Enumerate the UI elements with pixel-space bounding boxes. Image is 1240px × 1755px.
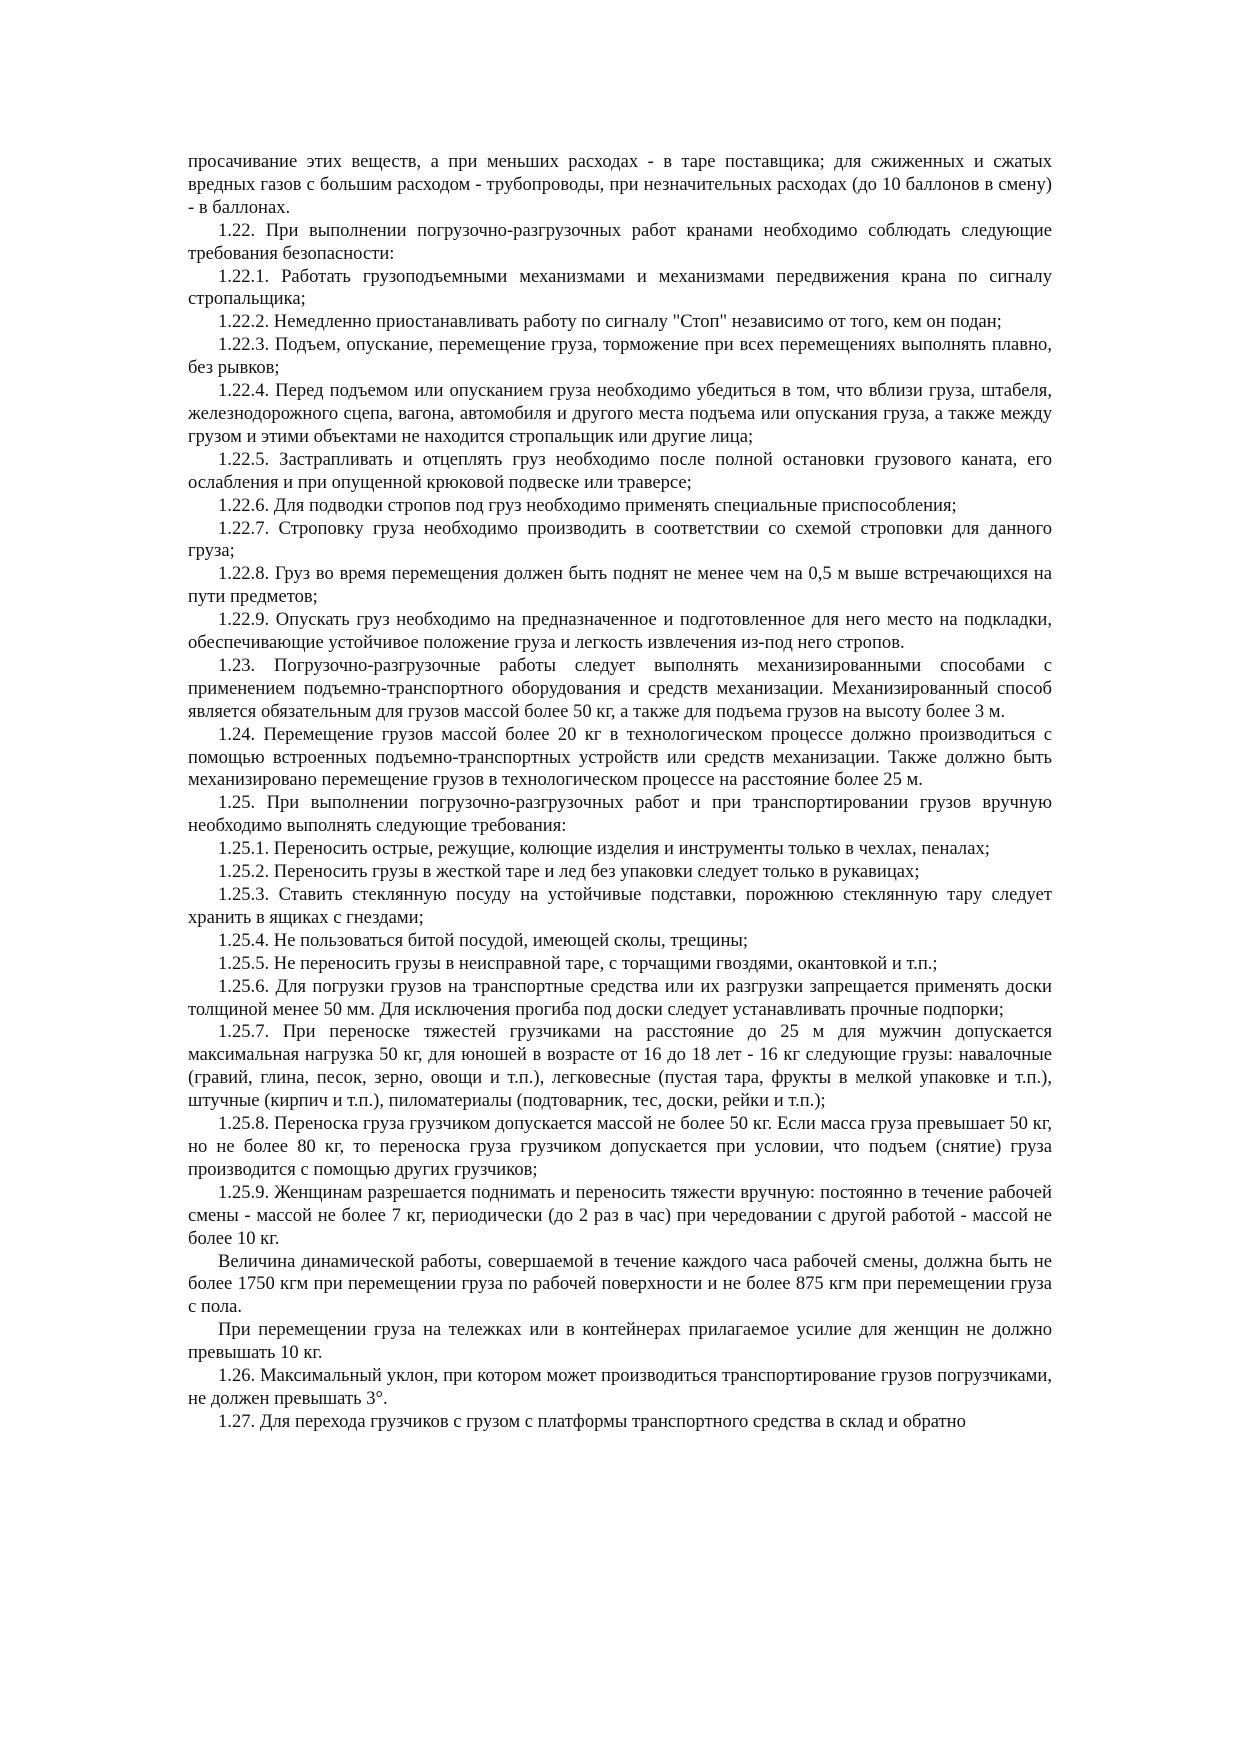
paragraph: 1.25.2. Переносить грузы в жесткой таре и лед без упаковки следует только в рукавицах; bbox=[218, 861, 920, 883]
paragraph: Величина динамической работы, совершаемой в течение каждого часа рабочей смены, должна быть не более 1750 кгм при перемещении груза по рабочей поверхности и не более 875 кгм при перемещении груза с пола. bbox=[188, 1250, 1052, 1318]
paragraph: 1.25.4. Не пользоваться битой посудой, имеющей сколы, трещины; bbox=[218, 929, 749, 951]
paragraph: 1.22.2. Немедленно приостанавливать работу по сигналу "Стоп" независимо от того, кем он подан; bbox=[218, 311, 1002, 333]
paragraph: 1.22.3. Подъем, опускание, перемещение груза, торможение при всех перемещениях выполнять плавно, без рывков; bbox=[188, 334, 1052, 379]
paragraph: 1.27. Для перехода грузчиков с грузом с платформы транспортного средства в склад и обратно bbox=[218, 1410, 966, 1432]
paragraph: 1.23. Погрузочно-разгрузочные работы следует выполнять механизированными способами с применением подъемно-транспортного оборудования и средств механизации. Механизированный способ является обязательным для грузов массой более 50 кг, а также для подъема грузов на высоту более 3 м. bbox=[188, 654, 1052, 722]
paragraph: 1.25.3. Ставить стеклянную посуду на устойчивые подставки, порожнюю стеклянную тару следует хранить в ящиках с гнездами; bbox=[188, 884, 1052, 928]
paragraph: 1.25. При выполнении погрузочно-разгрузочных работ и при транспортировании грузов вручную необходимо выполнять следующие требования: bbox=[188, 792, 1052, 837]
paragraph: 1.22.7. Строповку груза необходимо производить в соответствии со схемой строповки для данного груза; bbox=[188, 517, 1052, 562]
paragraph: 1.25.5. Не переносить грузы в неисправной таре, с торчащими гвоздями, окантовкой и т.п.; bbox=[218, 952, 938, 974]
paragraph: 1.25.9. Женщинам разрешается поднимать и переносить тяжести вручную: постоянно в течение рабочей смены - массой не более 7 кг, периодически (до 2 раз в час) при чередовании с другой работой - массой не более 10 кг. bbox=[188, 1181, 1052, 1249]
paragraph: 1.22.6. Для подводки стропов под груз необходимо применять специальные приспособления; bbox=[218, 494, 957, 516]
paragraph: 1.26. Максимальный уклон, при котором может производиться транспортирование грузов погрузчиками, не должен превышать 3°. bbox=[188, 1365, 1052, 1409]
paragraph: просачивание этих веществ, а при меньших расходах - в таре поставщика; для сжиженных и сжатых вредных газов с большим расходом - трубопроводы, при незначительных расходах (до 10 баллонов в смену) - в баллонах. bbox=[188, 151, 1052, 218]
paragraph: 1.25.1. Переносить острые, режущие, колющие изделия и инструменты только в чехлах, пеналах; bbox=[218, 838, 990, 860]
paragraph: При перемещении груза на тележках или в контейнерах прилагаемое усилие для женщин не должно превышать 10 кг. bbox=[188, 1319, 1052, 1364]
paragraph: 1.22.9. Опускать груз необходимо на предназначенное и подготовленное для него место на подкладки, обеспечивающие устойчивое положение груза и легкость извлечения из-под него стропов. bbox=[188, 609, 1052, 654]
paragraph: 1.24. Перемещение грузов массой более 20 кг в технологическом процессе должно производиться с помощью встроенных подъемно-транспортных устройств или средств механизации. Также должно быть механизировано перемещение грузов в технологическом процессе на расстояние более 25 м. bbox=[188, 723, 1052, 791]
paragraph: 1.22.5. Застрапливать и отцеплять груз необходимо после полной остановки грузового каната, его ослабления и при опущенной крюковой подвеске или траверсе; bbox=[188, 448, 1052, 493]
paragraph: 1.25.7. При переноске тяжестей грузчиками на расстояние до 25 м для мужчин допускается максимальная нагрузка 50 кг, для юношей в возрасте от 16 до 18 лет - 16 кг следующие грузы: навалочные (гравий, глина, песок, зерно, овощи и т.п.), легковесные (пустая тара, фрукты в мелкой упаковке и т.п.), штучные (кирпич и т.п.), пиломатериалы (подтоварник, тес, доски, рейки и т.п.); bbox=[188, 1021, 1052, 1112]
paragraph: 1.25.8. Переноска груза грузчиком допускается массой не более 50 кг. Если масса груза превышает 50 кг, но не более 80 кг, то переноска груза грузчиком допускается при условии, что подъем (снятие) груза производится с помощью других грузчиков; bbox=[188, 1113, 1052, 1180]
document-page bbox=[188, 151, 1052, 1434]
paragraph: 1.22.8. Груз во время перемещения должен быть поднят не менее чем на 0,5 м выше встречающихся на пути предметов; bbox=[188, 563, 1052, 608]
paragraph: 1.22.1. Работать грузоподъемными механизмами и механизмами передвижения крана по сигналу стропальщика; bbox=[188, 265, 1052, 310]
paragraph: 1.22.4. Перед подъемом или опусканием груза необходимо убедиться в том, что вблизи груза, штабеля, железнодорожного сцепа, вагона, автомобиля и другого места подъема или опускания груза, а также между грузом и этими объектами не находится стропальщик или другие лица; bbox=[188, 380, 1052, 447]
paragraph: 1.25.6. Для погрузки грузов на транспортные средства или их разгрузки запрещается применять доски толщиной менее 50 мм. Для исключения прогиба под доски следует устанавливать прочные подпорки; bbox=[188, 975, 1052, 1020]
paragraph: 1.22. При выполнении погрузочно-разгрузочных работ кранами необходимо соблюдать следующие требования безопасности: bbox=[188, 219, 1052, 264]
